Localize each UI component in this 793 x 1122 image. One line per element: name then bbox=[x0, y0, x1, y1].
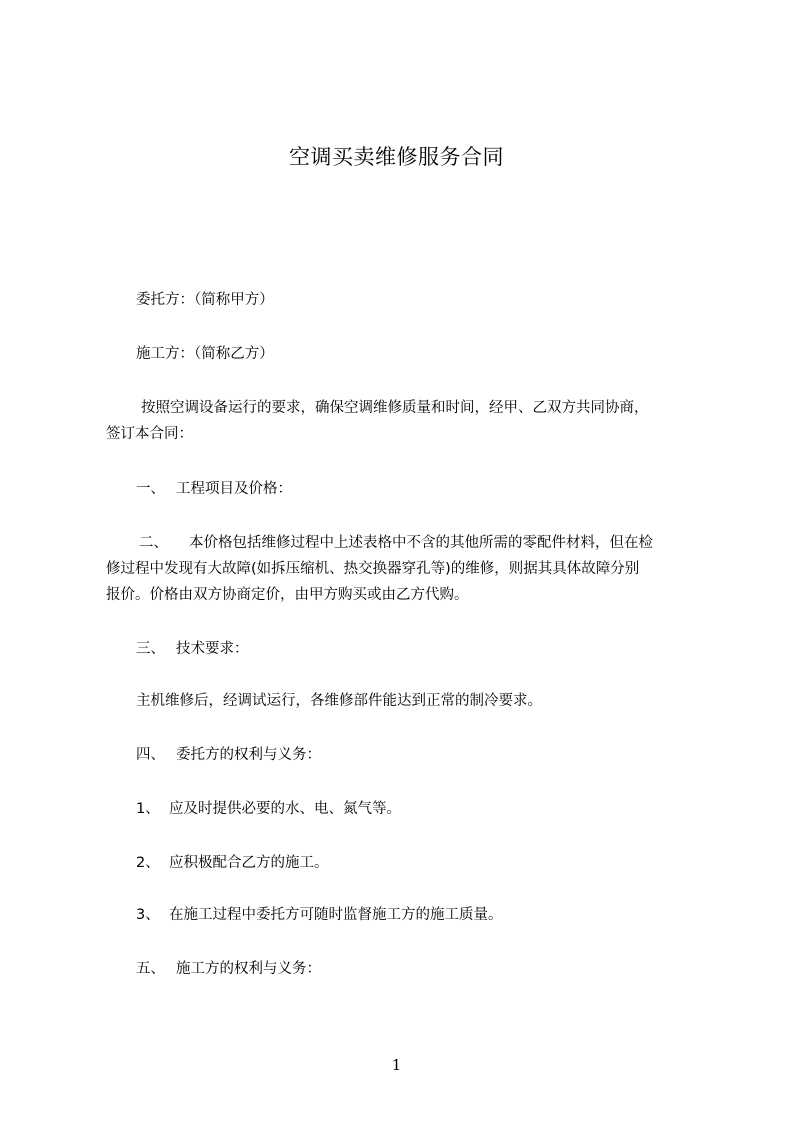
section-3-title: 技术要求： bbox=[176, 641, 249, 657]
intro-paragraph-line-1: 按照空调设备运行的要求，确保空调维修质量和时间，经甲、乙双方共同协商， bbox=[141, 400, 649, 416]
section-3-number: 三、 bbox=[136, 641, 165, 657]
section-4-item-3-text: 在施工过程中委托方可随时监督施工方的施工质量。 bbox=[169, 907, 503, 923]
page-number: 1 bbox=[391, 1056, 402, 1074]
section-4-title: 委托方的权利与义务： bbox=[176, 747, 321, 763]
section-5-title: 施工方的权利与义务： bbox=[176, 961, 321, 977]
section-4-item-2 bbox=[136, 853, 329, 873]
party-b-line: 施工方：（简称乙方） bbox=[136, 346, 274, 362]
section-5-number: 五、 bbox=[136, 961, 165, 977]
party-a-line: 委托方：（简称甲方） bbox=[136, 292, 274, 308]
section-4-item-3-number: 3、 bbox=[136, 907, 160, 923]
intro-paragraph-line-2: 签订本合同： bbox=[106, 426, 193, 442]
document-title: 空调买卖维修服务合同 bbox=[289, 145, 504, 169]
section-4-item-3 bbox=[136, 905, 503, 925]
section-3-body: 主机维修后，经调试运行，各维修部件能达到正常的制冷要求。 bbox=[136, 693, 542, 709]
section-4-item-1 bbox=[136, 799, 401, 819]
section-2-line-1 bbox=[139, 533, 653, 553]
section-2-line-2: 修过程中发现有大故障(如拆压缩机、热交换器穿孔等)的维修，则据其具体故障分别 bbox=[106, 561, 640, 577]
section-5-heading bbox=[136, 959, 321, 979]
section-4-item-2-text: 应积极配合乙方的施工。 bbox=[169, 855, 329, 871]
section-4-item-2-number: 2、 bbox=[136, 855, 160, 871]
section-3-heading bbox=[136, 639, 249, 659]
section-1-title: 工程项目及价格： bbox=[176, 481, 292, 497]
section-1-heading bbox=[136, 479, 292, 499]
section-2-number: 二、 bbox=[139, 535, 168, 551]
section-2-text-line-1: 本价格包括维修过程中上述表格中不含的其他所需的零配件材料，但在检 bbox=[189, 535, 653, 551]
section-1-number: 一、 bbox=[136, 481, 165, 497]
section-4-number: 四、 bbox=[136, 747, 165, 763]
section-4-item-1-text: 应及时提供必要的水、电、氮气等。 bbox=[169, 801, 401, 817]
section-4-heading bbox=[136, 745, 321, 765]
section-2-line-3: 报价。价格由双方协商定价，由甲方购买或由乙方代购。 bbox=[106, 587, 469, 603]
section-4-item-1-number: 1、 bbox=[136, 801, 160, 817]
